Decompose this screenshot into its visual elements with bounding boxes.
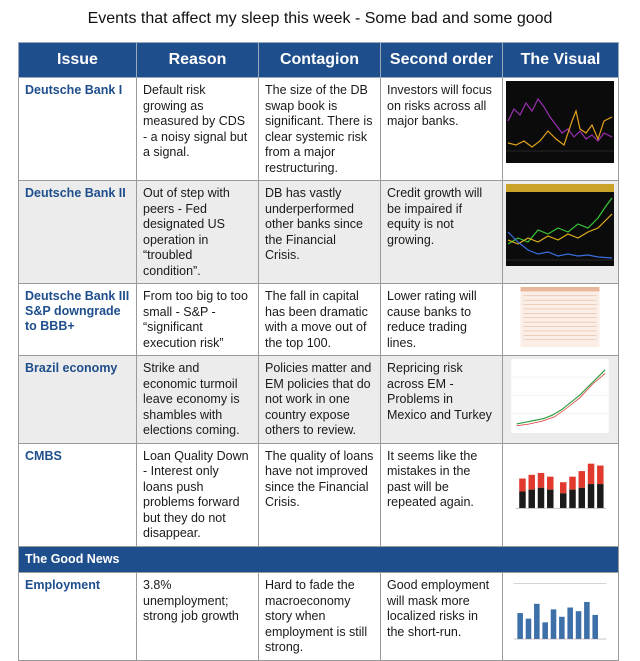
contagion-cell: Hard to fade the macroeconomy story when employment is still strong. xyxy=(259,573,381,661)
header-issue: Issue xyxy=(19,43,137,78)
header-row xyxy=(19,43,619,78)
reason-cell: 3.8% unemployment; strong job growth xyxy=(137,573,259,661)
section-row xyxy=(19,546,619,573)
ranking-table-icon xyxy=(506,287,614,347)
visual-cell xyxy=(503,181,619,284)
visual-cell xyxy=(503,443,619,546)
contagion-cell: Policies matter and EM policies that do not work in one country expose others to review. xyxy=(259,356,381,444)
reason-cell: Strike and economic turmoil leave economy is shambles with elections coming. xyxy=(137,356,259,444)
employment-bar-chart-icon xyxy=(506,576,614,652)
second-order-cell: Repricing risk across EM - Problems in Mexico and Turkey xyxy=(381,356,503,444)
table-row xyxy=(19,78,619,181)
events-table xyxy=(18,42,619,661)
visual-cell xyxy=(503,356,619,444)
table-row xyxy=(19,181,619,284)
second-order-cell: Investors will focus on risks across all major banks. xyxy=(381,78,503,181)
table-row xyxy=(19,356,619,444)
section-label: The Good News xyxy=(19,546,619,573)
visual-cell xyxy=(503,78,619,181)
issue-cell: CMBS xyxy=(19,443,137,546)
candlestick-chart-icon xyxy=(506,81,614,163)
reason-cell: Default risk growing as measured by CDS - a noisy signal but a signal. xyxy=(137,78,259,181)
price-trend-chart-icon xyxy=(506,359,614,433)
reason-cell: Out of step with peers - Fed designated US operation in “troubled condition”. xyxy=(137,181,259,284)
contagion-cell: The fall in capital has been dramatic with a move out of the top 100. xyxy=(259,284,381,356)
bar-chart-icon xyxy=(506,447,614,523)
page-title: Events that affect my sleep this week - Some bad and some good xyxy=(87,10,553,27)
visual-cell xyxy=(503,573,619,661)
issue-cell: Deutsche Bank I xyxy=(19,78,137,181)
market-cap-chart-icon xyxy=(506,184,614,266)
header-contagion: Contagion xyxy=(259,43,381,78)
reason-cell: From too big to too small - S&P - “significant execution risk” xyxy=(137,284,259,356)
issue-cell: Brazil economy xyxy=(19,356,137,444)
visual-cell xyxy=(503,284,619,356)
reason-cell: Loan Quality Down - Interest only loans push problems forward but they do not disappear. xyxy=(137,443,259,546)
issue-cell: Deutsche Bank II xyxy=(19,181,137,284)
contagion-cell: The size of the DB swap book is significant. There is clear systemic risk from a major restructuring. xyxy=(259,78,381,181)
contagion-cell: The quality of loans have not improved since the Financial Crisis. xyxy=(259,443,381,546)
second-order-cell: Credit growth will be impaired if equity is not growing. xyxy=(381,181,503,284)
header-reason: Reason xyxy=(137,43,259,78)
header-visual: The Visual xyxy=(503,43,619,78)
issue-cell: Deutsche Bank III S&P downgrade to BBB+ xyxy=(19,284,137,356)
second-order-cell: Lower rating will cause banks to reduce trading lines. xyxy=(381,284,503,356)
contagion-cell: DB has vastly underperformed other banks since the Financial Crisis. xyxy=(259,181,381,284)
second-order-cell: It seems like the mistakes in the past will be repeated again. xyxy=(381,443,503,546)
header-second-order: Second order xyxy=(381,43,503,78)
table-row xyxy=(19,573,619,661)
issue-cell: Employment xyxy=(19,573,137,661)
table-row xyxy=(19,284,619,356)
table-row xyxy=(19,443,619,546)
second-order-cell: Good employment will mask more localized risks in the short-run. xyxy=(381,573,503,661)
